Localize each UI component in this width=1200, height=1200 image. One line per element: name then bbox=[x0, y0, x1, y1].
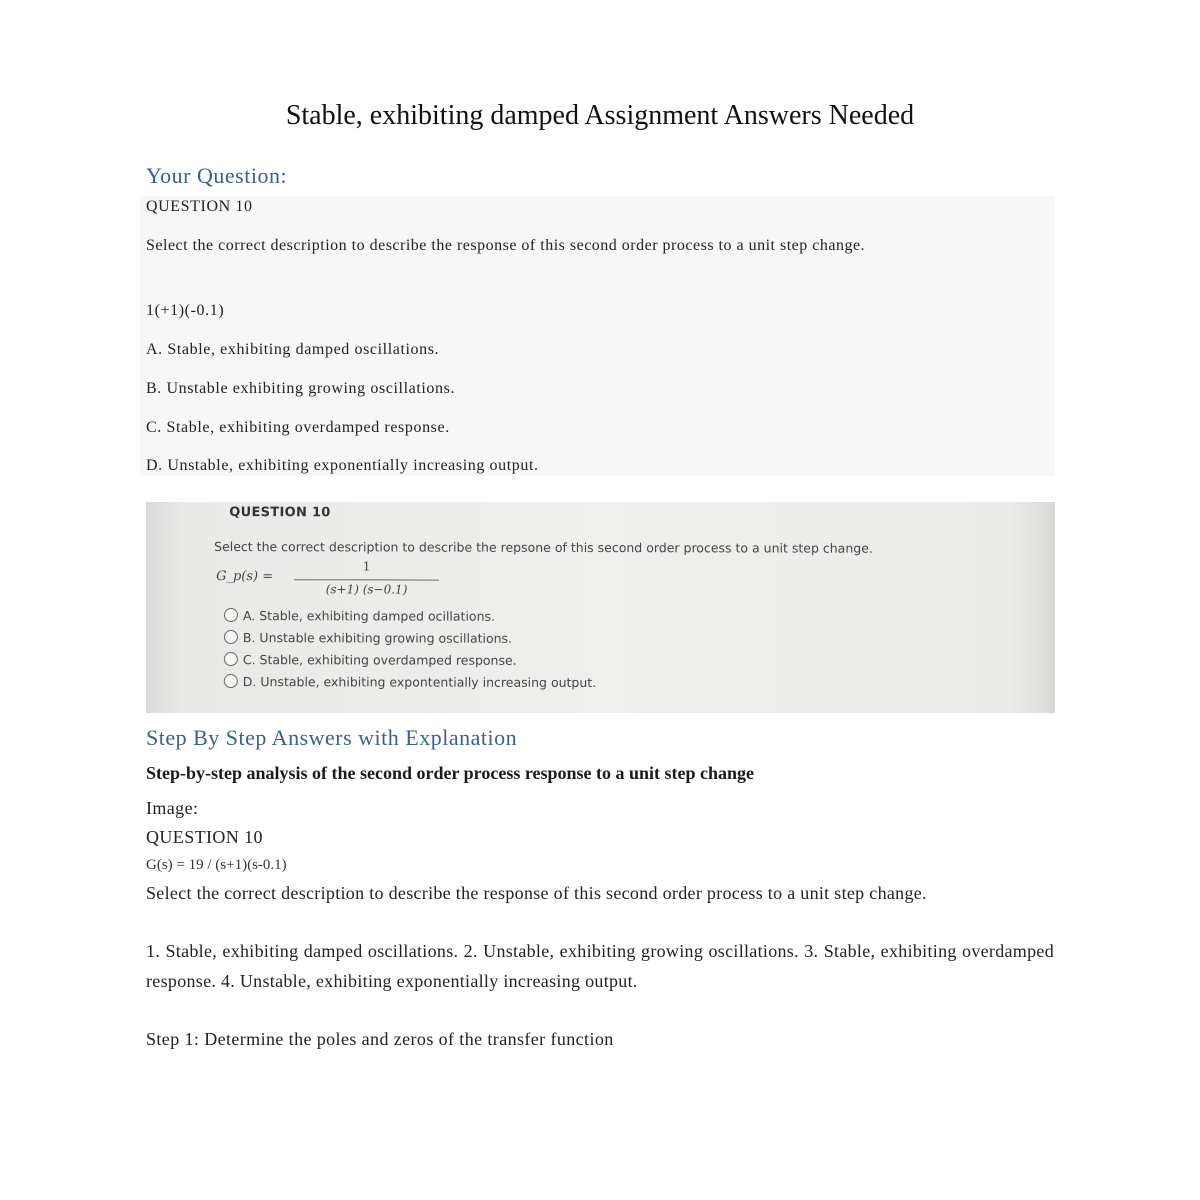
question-option-a: A. Stable, exhibiting damped oscillations. bbox=[146, 341, 440, 358]
question-option-b: B. Unstable exhibiting growing oscillations. bbox=[146, 380, 456, 397]
question-option-d: D. Unstable, exhibiting exponentially increasing output. bbox=[146, 457, 539, 474]
answer-prompt: Select the correct description to describe the response of this second order process to a unit step change. bbox=[146, 883, 927, 903]
photo-numerator: 1 bbox=[362, 559, 371, 574]
your-question-heading: Your Question: bbox=[146, 163, 288, 188]
photo-transfer-fraction bbox=[294, 559, 439, 596]
question-number: QUESTION 10 bbox=[146, 198, 253, 215]
photo-transfer-label: G_p(s) = bbox=[216, 568, 274, 585]
answer-subheading: Step-by-step analysis of the second order process response to a unit step change bbox=[146, 763, 755, 783]
fraction-bar bbox=[294, 579, 439, 580]
photo-question-prompt: Select the correct description to describe the repsone of this second order process to a unit step change. bbox=[214, 538, 873, 556]
radio-icon[interactable] bbox=[224, 652, 238, 666]
answer-question-number: QUESTION 10 bbox=[146, 827, 263, 847]
answer-heading: Step By Step Answers with Explanation bbox=[146, 725, 518, 750]
answer-step-1: Step 1: Determine the poles and zeros of the transfer function bbox=[146, 1029, 614, 1049]
answer-image-label: Image: bbox=[146, 798, 199, 818]
radio-icon[interactable] bbox=[224, 674, 238, 688]
photo-option-a-label: A. Stable, exhibiting damped ocillations. bbox=[242, 608, 496, 624]
question-option-c: C. Stable, exhibiting overdamped response. bbox=[146, 419, 450, 436]
question-prompt: Select the correct description to describe the response of this second order process to a unit step change. bbox=[146, 237, 866, 254]
photo-option-c[interactable] bbox=[224, 652, 517, 668]
photo-denominator: (s+1) (s−0.1) bbox=[325, 582, 408, 597]
answer-transfer-function: G(s) = 19 / (s+1)(s-0.1) bbox=[146, 857, 287, 873]
answer-options: 1. Stable, exhibiting damped oscillations. 2. Unstable, exhibiting growing oscillations. 3. Stable, exhibiting overdamped response. 4. Unstable, exhibiting exponentially increasing output. bbox=[146, 941, 1054, 991]
photo-option-b-label: B. Unstable exhibiting growing oscillations. bbox=[242, 630, 513, 646]
question-formula: 1(+1)(-0.1) bbox=[146, 302, 225, 319]
page-title: Stable, exhibiting damped Assignment Answers Needed bbox=[285, 100, 915, 131]
photo-option-b[interactable] bbox=[224, 630, 512, 646]
photo-option-a[interactable] bbox=[224, 608, 495, 624]
photo-option-d[interactable] bbox=[224, 674, 596, 690]
radio-icon[interactable] bbox=[224, 630, 238, 644]
question-photo bbox=[146, 502, 1055, 713]
photo-option-c-label: C. Stable, exhibiting overdamped response. bbox=[242, 652, 517, 668]
photo-question-number: QUESTION 10 bbox=[229, 505, 331, 521]
photo-option-d-label: D. Unstable, exhibiting expontentially increasing output. bbox=[242, 674, 597, 690]
radio-icon[interactable] bbox=[224, 608, 238, 622]
